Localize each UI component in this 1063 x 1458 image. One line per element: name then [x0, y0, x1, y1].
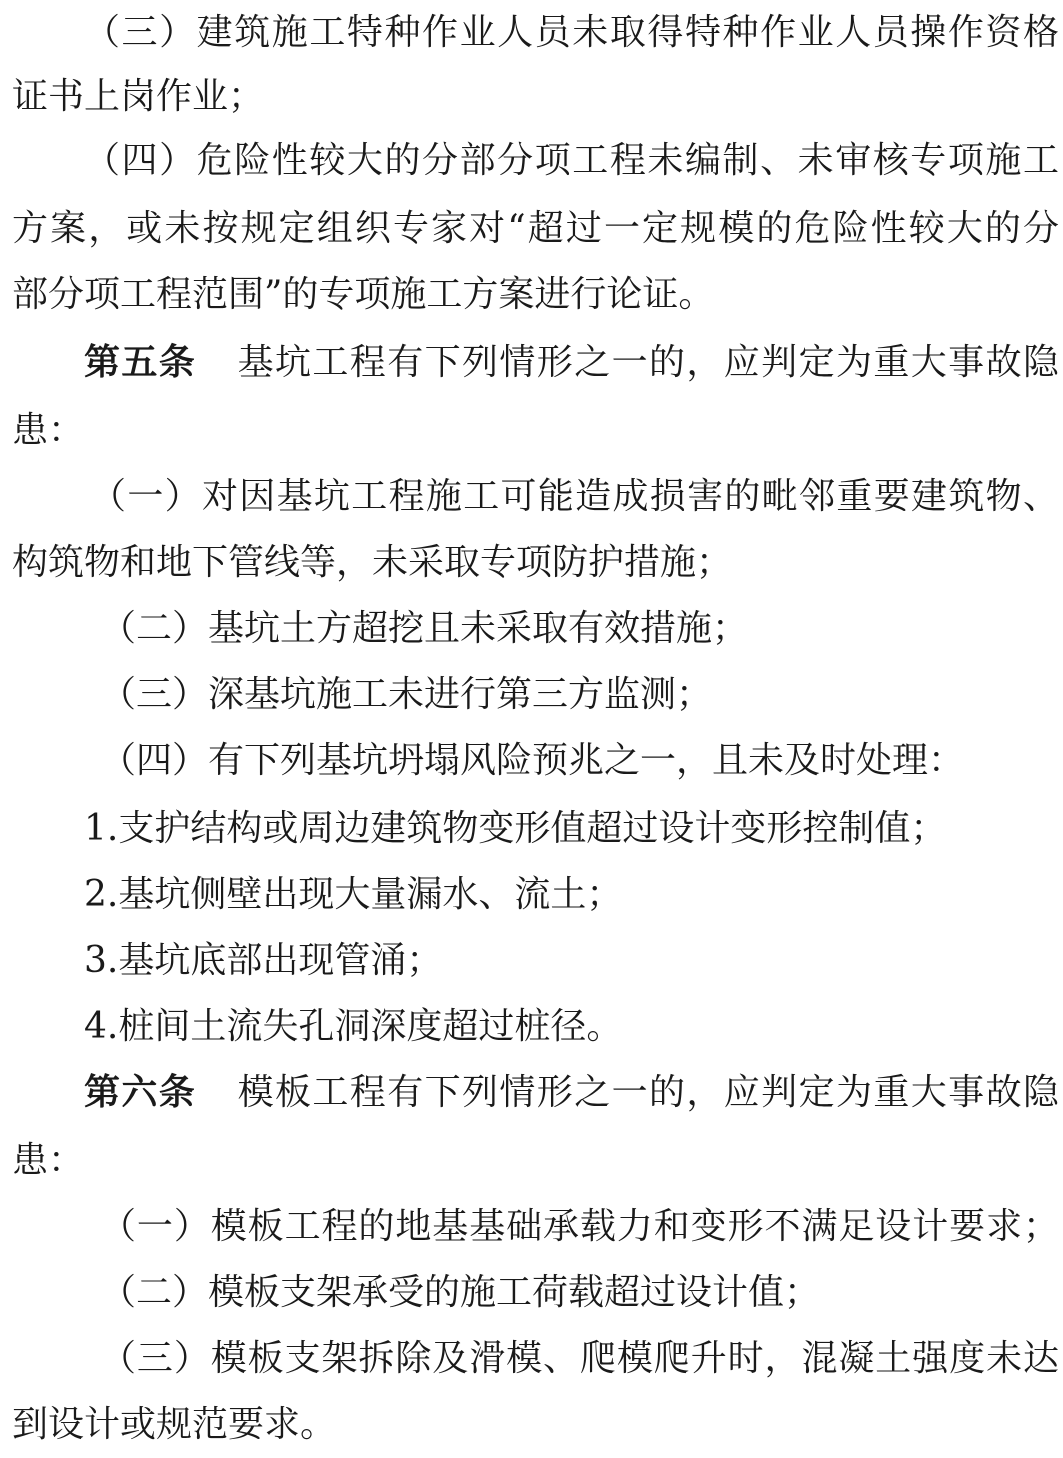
text-line: （三）建筑施工特种作业人员未取得特种作业人员操作资格 [84, 12, 1059, 53]
text-line: （一）对因基坑工程施工可能造成损害的毗邻重要建筑物、 [90, 476, 1059, 517]
text-line: （四）危险性较大的分部分项工程未编制、未审核专项施工 [84, 140, 1059, 181]
text-line: （三）深基坑施工未进行第三方监测； [100, 674, 713, 715]
text-line: 3.基坑底部出现管涌； [84, 940, 443, 981]
text-line: 患： [12, 1140, 85, 1181]
text-line: （二）基坑土方超挖且未采取有效措施； [100, 608, 749, 649]
text-line: 到设计或规范要求。 [12, 1404, 337, 1445]
text-line: 部分项工程范围”的专项施工方案进行论证。 [12, 274, 715, 315]
text-line: 2.基坑侧壁出现大量漏水、流土； [84, 874, 623, 915]
text-line: （三）模板支架拆除及滑模、爬模爬升时，混凝土强度未达 [100, 1338, 1059, 1379]
text-line: 1.支护结构或周边建筑物变形值超过设计变形控制值； [84, 808, 947, 849]
article-number: 第六条 [84, 1072, 197, 1113]
text-line: 方案，或未按规定组织专家对“超过一定规模的危险性较大的分 [12, 208, 1059, 249]
article-number: 第五条 [84, 342, 197, 383]
text-line: （四）有下列基坑坍塌风险预兆之一，且未及时处理： [100, 740, 965, 781]
text-line: （一）模板工程的地基基础承载力和变形不满足设计要求； [100, 1206, 1059, 1247]
text-line: 构筑物和地下管线等，未采取专项防护措施； [12, 542, 733, 583]
text-line: 患： [12, 410, 85, 451]
text-line: 证书上岗作业； [12, 76, 265, 117]
article-five-heading [0, 330, 1063, 396]
article-text: 模板工程有下列情形之一的，应判定为重大事故隐 [236, 1072, 1059, 1113]
article-six-heading [0, 1060, 1063, 1126]
text-line: 4.桩间土流失孔洞深度超过桩径。 [84, 1006, 623, 1047]
article-text: 基坑工程有下列情形之一的，应判定为重大事故隐 [236, 342, 1059, 383]
text-line: （二）模板支架承受的施工荷载超过设计值； [100, 1272, 821, 1313]
